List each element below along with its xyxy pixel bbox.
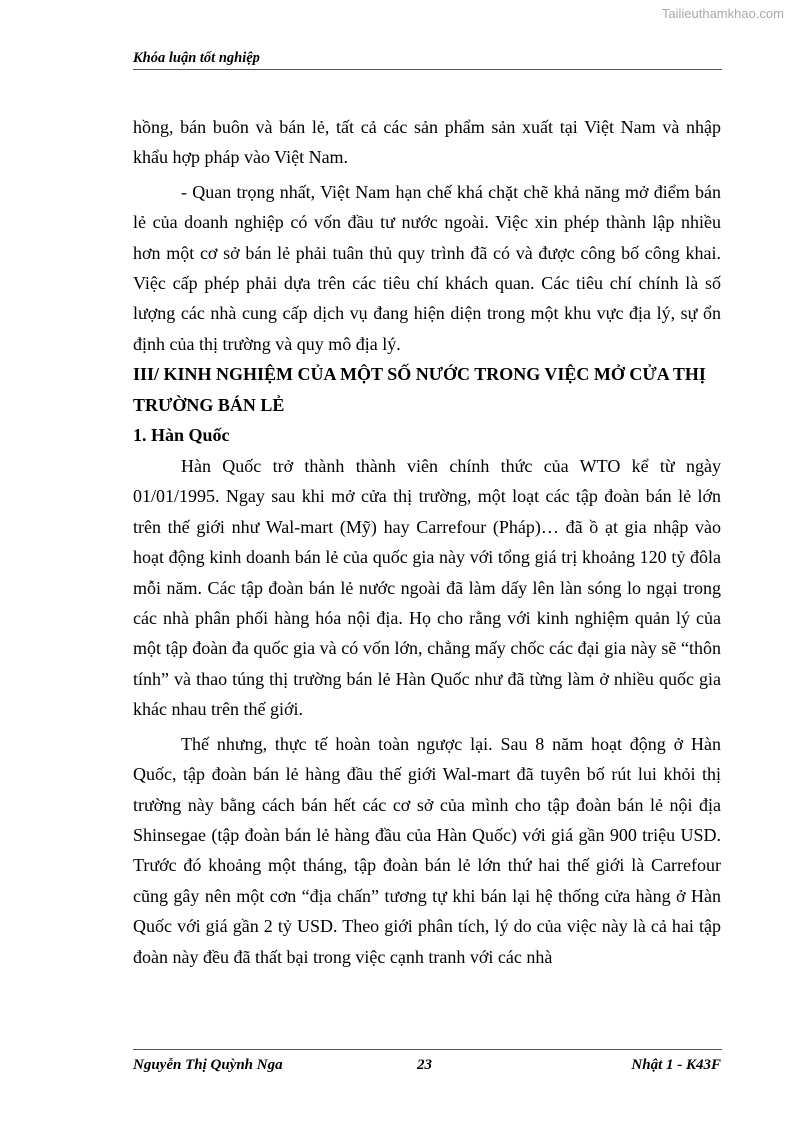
watermark-text: Tailieuthamkhao.com — [661, 6, 784, 21]
subsection-heading: 1. Hàn Quốc — [133, 425, 230, 446]
header-divider — [133, 69, 722, 70]
page-header-title: Khóa luận tốt nghiệp — [133, 50, 260, 66]
paragraph-korea-intro: Hàn Quốc trở thành thành viên chính thức của WTO kể từ ngày 01/01/1995. Ngay sau khi mở cửa thị trường, một loạt các tập đoàn bán lẻ lớn trên thế giới như Wal-mart (Mỹ) hay Carrefour (Pháp)… đã ồ ạt gia nhập vào hoạt động kinh doanh bán lẻ của quốc gia này với tổng giá trị khoảng 120 tỷ đôla mỗi năm. Các tập đoàn bán lẻ nước ngoài đã làm dấy lên làn sóng lo ngại trong các nhà phân phối hàng hóa nội địa. Họ cho rằng với kinh nghiệm quản lý của một tập đoàn đa quốc gia và có vốn lớn, chẳng mấy chốc các đại gia này sẽ “thôn tính” và thao túng thị trường bán lẻ Hàn Quốc như đã từng làm ở nhiều quốc gia khác nhau trên thế giới. — [133, 456, 721, 720]
paragraph-continuation: hồng, bán buôn và bán lẻ, tất cả các sản phẩm sản xuất tại Việt Nam và nhập khẩu hợp pháp vào Việt Nam. — [133, 117, 721, 168]
footer-class: Nhật 1 - K43F — [631, 1057, 721, 1073]
paragraph-restriction: - Quan trọng nhất, Việt Nam hạn chế khá chặt chẽ khả năng mở điểm bán lẻ của doanh nghiệp có vốn đầu tư nước ngoài. Việc xin phép thành lập nhiều hơn một cơ sở bán lẻ phải tuân thủ quy trình đã có và được công bố công khai. Việc cấp phép phải dựa trên các tiêu chí khách quan. Các tiêu chí chính là số lượng các nhà cung cấp dịch vụ đang hiện diện trong một khu vực địa lý, sự ổn định của thị trường và quy mô địa lý. — [133, 181, 721, 354]
document-body — [133, 112, 721, 972]
page-number: 23 — [417, 1057, 432, 1073]
page-footer — [133, 1057, 721, 1079]
footer-divider — [133, 1049, 722, 1050]
section-heading: III/ KINH NGHIỆM CỦA MỘT SỐ NƯỚC TRONG VIỆC MỞ CỬA THỊ TRƯỜNG BÁN LẺ — [133, 364, 706, 415]
footer-author: Nguyễn Thị Quỳnh Nga — [133, 1057, 283, 1073]
paragraph-korea-result: Thế nhưng, thực tế hoàn toàn ngược lại. Sau 8 năm hoạt động ở Hàn Quốc, tập đoàn bán lẻ hàng đầu thế giới Wal-mart đã tuyên bố rút lui khỏi thị trường này bằng cách bán hết các cơ sở của mình cho tập đoàn bán lẻ nội địa Shinsegae (tập đoàn bán lẻ hàng đầu của Hàn Quốc) với giá gần 900 triệu USD. Trước đó khoảng một tháng, tập đoàn bán lẻ lớn thứ hai thế giới là Carrefour cũng gây nên một cơn “địa chấn” tương tự khi bán lại hệ thống cửa hàng ở Hàn Quốc với giá gần 2 tỷ USD. Theo giới phân tích, lý do của việc này là cả hai tập đoàn này đều đã thất bại trong việc cạnh tranh với các nhà — [133, 733, 721, 967]
